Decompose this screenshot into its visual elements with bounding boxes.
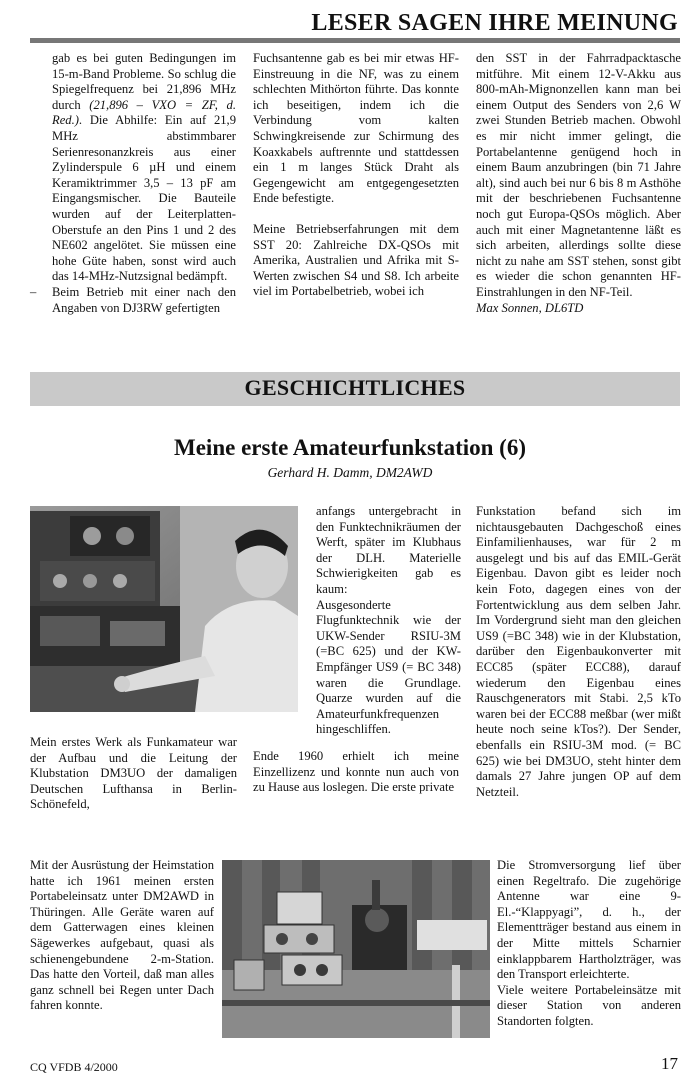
letter-col3-text: den SST in der Fahrradpacktasche mitführe. Mit einem 12-V-Akku aus 800-mAh-Mignonzellen kann man bei einem Output des Senders von 2,6 W zwei Stunden Betrieb machen. Obwohl es mir nicht immer gelingt, die Portabelantenne genügend hoch in einem Baum anzubringen (bin 71 Jahre alt), sind auch bei nur 6 bis 8 m Asthöhe mit der beschriebenen Fuchsantenne noch gut Europa-QSOs möglich. Aber auch mit einer Magnetantenne läßt es sich arbeiten, allerdings sollte diese nicht zu nahe am SST stehen, sonst gibt es wieder die schon genannten HF-Einstrahlungen in den NF-Teil.	[476, 51, 681, 299]
article-col2-para2: Ausgesonderte Flugfunktechnik wie der UKW-Sender RSIU-3M (=BC 625) und der KW-Empfänger US9 (= BC 348) waren die Grundlage. Quarze wurden auf die Amateurfunkfrequenzen hingeschliffen.	[316, 597, 461, 737]
editor-note: (21,896 – VXO = ZF, d. Red.)	[52, 97, 236, 128]
article-col2-para1: anfangs untergebracht in den Funktechnikräumen der Werft, später im Klubhaus der DLH. Materielle Schwierigkeiten gab es kaum:	[316, 504, 461, 596]
article-bottom-right	[497, 858, 681, 1030]
letter-col1-part1: gab es bei guten Bedingungen im 15-m-Band Probleme. So schlug die Spiegelfrequenz bei 21,896 MHz durch	[52, 51, 236, 112]
portable-station-photo	[222, 860, 490, 1038]
article-bottom-left	[30, 858, 214, 1014]
letter-col1-part2: . Die Abhilfe: Ein auf 21,9 MHz abstimmbarer Serienresonanzkreis aus einer Zylinderspule 6 µH und einem Keramiktrimmer 3,5 – 13 pF am Eingangsmischer. Die Bauteile wurden auf der Leiterplatten-Oberstufe an den Pins 1 und 2 des NE602 angelötet. Sie müssen eine hohe Güte haben, sonst wird auch das 14-MHz-Nutzsignal bedämpft.	[52, 113, 236, 284]
article-caption-1	[30, 735, 237, 813]
caption-1-text: Mein erstes Werk als Funkamateur war der Aufbau und die Leitung der Klubstation DM3UO der damaligen Deutschen Lufthansa in Berlin-Schönefeld,	[30, 735, 237, 812]
letter-column-2	[253, 51, 459, 300]
bottom-left-text: Mit der Ausrüstung der Heimstation hatte ich 1961 meinen ersten Portabeleinsatz unter DM2AWD in Thüringen. Alle Geräte waren auf dem Gatterwagen eines kleinen Sägewerkes aufgebaut, quasi als schienengebundene 2-m-Station. Das hatte den Vorteil, daß man alles ganz schnell bei Regen unter Dach fahren konnte.	[30, 858, 214, 1013]
club-station-photo	[30, 506, 298, 712]
letter-dash-item	[30, 284, 236, 316]
photo-club-station-icon	[30, 506, 298, 712]
rubric-rule	[30, 38, 680, 43]
letter-col1-text	[52, 51, 236, 285]
dash-marker: –	[30, 284, 37, 299]
article-column-2	[316, 504, 461, 738]
article-byline: Gerhard H. Damm, DM2AWD	[267, 465, 433, 480]
article-title: Meine erste Amateurfunkstation (6)	[174, 435, 526, 460]
article-column-2b	[253, 749, 459, 796]
letter-dash-text: Beim Betrieb mit einer nach den Angaben von DJ3RW gefertigten	[52, 284, 236, 315]
bottom-right-para1: Die Stromversorgung lief über einen Regeltrafo. Die zugehörige Antenne war eine 9-El.-“Klappyagi”, d. h., der Elementträger bestand aus einem in der Mitte mittels Scharnier einklappbarem Hartholzträger, was den Transport erleichterte.	[497, 858, 681, 982]
letter-column-3	[476, 51, 681, 316]
letter-col2-para1: Fuchsantenne gab es bei mir etwas HF-Einstreuung in die NF, was zu einem schlechten Mithörton führte. Das konnte ich beseitigen, indem ich die Verbindung vom kalten Schwingkreisende zur Schirmung des Koaxkabels auftrennte und stattdessen ein 1 m langes Stück Draht als Gegengewicht am entgegengesetzten Ende befestigte.	[253, 51, 459, 206]
paragraph-gap	[253, 207, 459, 222]
letter-column-1	[30, 51, 236, 316]
footer-issue: CQ VFDB 4/2000	[30, 1060, 118, 1074]
photo-portable-station-icon	[222, 860, 490, 1038]
bottom-right-para2: Viele weitere Portabeleinsätze mit dieser Station von anderen Standorten folgten.	[497, 982, 681, 1028]
article-column-3	[476, 504, 681, 800]
page-number: 17	[661, 1054, 678, 1073]
letter-col2-para2: Meine Betriebserfahrungen mit dem SST 20: Zahlreiche DX-QSOs mit Amerika, Australien und Afrika mit S-Werten zwischen S4 und S8. Ich arbeite viel im Portabelbetrieb, wobei ich	[253, 221, 459, 299]
article-col2-para3: Ende 1960 erhielt ich meine Einzellizenz und konnte nun auch von zu Hause aus loslegen. Die erste private	[253, 749, 459, 795]
section-rubric: LESER SAGEN IHRE MEINUNG	[311, 10, 678, 36]
article-col3-text: Funkstation befand sich im nichtausgebauten Dachgeschoß eines Einfamilienhauses, war für 2 m ausgelegt und bis auf das EMIL-Gerät Eigenbau. Davon gibt es leider noch kein Foto, dagegen eines von der Fortentwicklung aus dem selben Jahr. Im Vordergrund sieht man den gleichen US9 (=BC 348) wie in der Klubstation, darüber den Eigenbaukonverter mit ECC85 (später ECC88), darauf wiederum den Eigenbau eines Rauschgenerators mit Stabi. 2,5 kTo waren bei der ECC88 meßbar (wer mißt heute noch seine kTos?). Der Sender, ebenfalls ein RSIU-3M mod. (= BC 625) wie bei DM3UO, steht hinter dem damals 27 Jahre jungen OP auf dem Netzteil.	[476, 504, 681, 799]
letter-signature: Max Sonnen, DL6TD	[476, 300, 584, 315]
section-title: GESCHICHTLICHES	[244, 375, 466, 400]
